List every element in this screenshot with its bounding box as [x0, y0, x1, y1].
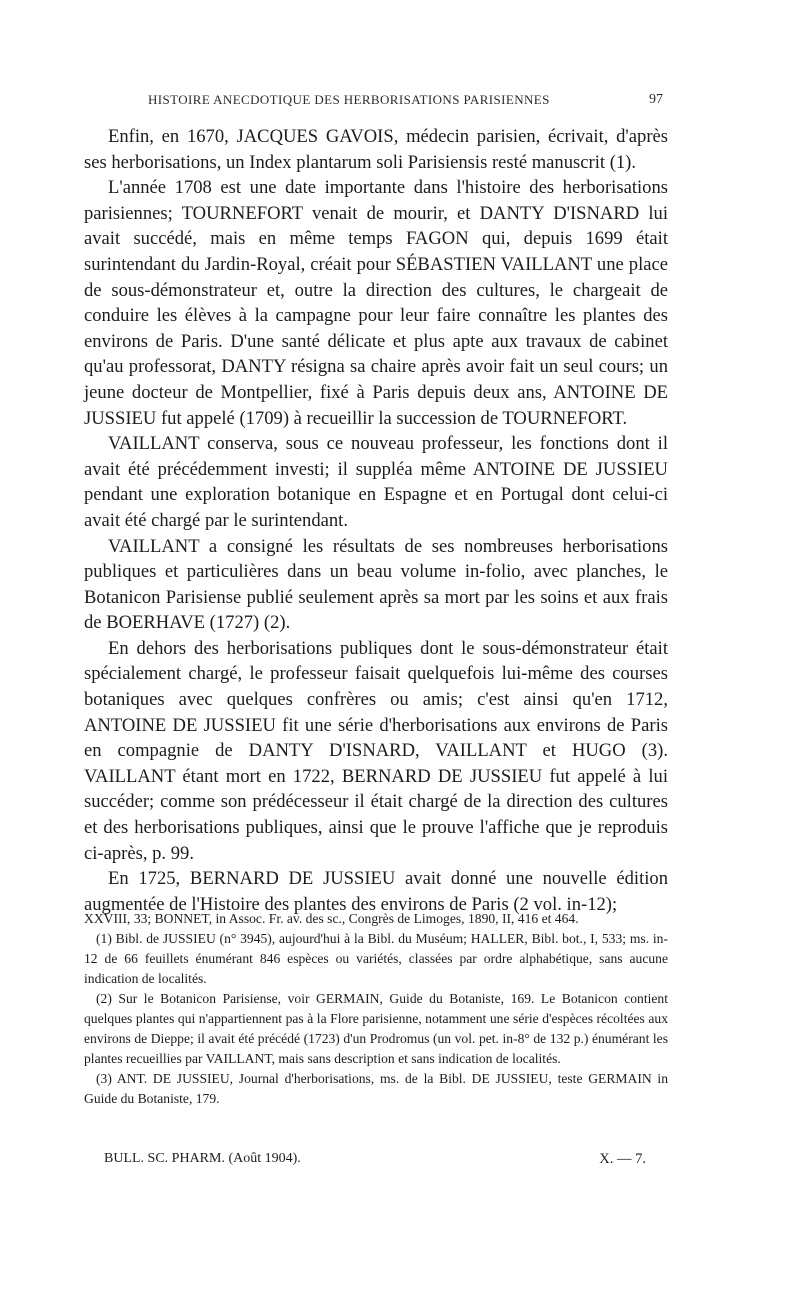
- journal-footer: BULL. SC. PHARM. (Août 1904).: [104, 1151, 301, 1166]
- footnote: (2) Sur le Botanicon Parisiense, voir GERMAIN, Guide du Botaniste, 169. Le Botanicon contient quelques plantes qui n'appartiennent pas à la Flore parisienne, notamment une série d'espèces récoltées aux environs de Dieppe; il avait été précédé (1723) d'un Prodromus (un vol. pet. in-8° de 132 p.) énumérant les plantes recueillies par VAILLANT, mais sans description et sans indication de localités.: [84, 991, 668, 1066]
- paragraph: VAILLANT a consigné les résultats de ses nombreuses herborisations publiques et particulières dans un beau volume in-folio, avec planches, le Botanicon Parisiense publié seulement après sa mort par les soins et aux frais de BOERHAVE (1727) (2).: [84, 535, 668, 634]
- paragraph: L'année 1708 est une date importante dans l'histoire des herborisations parisiennes; TOURNEFORT venait de mourir, et DANTY D'ISNARD lui avait succédé, mais en même temps FAGON qui, depuis 1699 était surintendant du Jardin-Royal, créait pour SÉBASTIEN VAILLANT une place de sous-démonstrateur et, outre la direction des cultures, le chargeait de conduire les élèves à la campagne pour leur faire connaître les plantes des environs de Paris. D'une santé délicate et plus apte aux travaux de cabinet qu'au professorat, DANTY résigna sa chaire après avoir fait un seul cours; un jeune docteur de Montpellier, fixé à Paris depuis deux ans, ANTOINE DE JUSSIEU fut appelé (1709) à recueillir la succession de TOURNEFORT.: [84, 177, 668, 429]
- page-number: 97: [649, 92, 663, 107]
- footnotes: [84, 909, 668, 1109]
- signature-mark: X. — 7.: [599, 1151, 646, 1167]
- footnote: (3) ANT. DE JUSSIEU, Journal d'herborisations, ms. de la Bibl. DE JUSSIEU, teste GERMAIN in Guide du Botaniste, 179.: [84, 1071, 668, 1106]
- paragraph: En dehors des herborisations publiques dont le sous-démonstrateur était spécialement chargé, le professeur faisait quelquefois lui-même des courses botaniques avec quelques confrères ou amis; c'est ainsi qu'en 1712, ANTOINE DE JUSSIEU fit une série d'herborisations aux environs de Paris en compagnie de DANTY D'ISNARD, VAILLANT et HUGO (3). VAILLANT étant mort en 1722, BERNARD DE JUSSIEU fut appelé à lui succéder; comme son prédécesseur il était chargé de la direction des cultures et des herborisations publiques, ainsi que le prouve l'affiche que je reproduis ci-après, p. 99.: [84, 637, 668, 864]
- running-head: HISTOIRE ANECDOTIQUE DES HERBORISATIONS PARISIENNES: [148, 92, 550, 107]
- main-text: [84, 124, 668, 917]
- paragraph: En 1725, BERNARD DE JUSSIEU avait donné une nouvelle édition augmentée de l'Histoire des plantes des environs de Paris (2 vol. in-12);: [84, 868, 668, 915]
- footnote-continuation: XXVIII, 33; BONNET, in Assoc. Fr. av. des sc., Congrès de Limoges, 1890, II, 416 et 464.: [84, 911, 579, 926]
- paragraph: Enfin, en 1670, JACQUES GAVOIS, médecin parisien, écrivait, d'après ses herborisations, un Index plantarum soli Parisiensis resté manuscrit (1).: [84, 126, 668, 173]
- paragraph: VAILLANT conserva, sous ce nouveau professeur, les fonctions dont il avait été précédemment investi; il suppléa même ANTOINE DE JUSSIEU pendant une exploration botanique en Espagne et en Portugal dont celui-ci avait été chargé par le surintendant.: [84, 433, 668, 531]
- footnote: (1) Bibl. de JUSSIEU (n° 3945), aujourd'hui à la Bibl. du Muséum; HALLER, Bibl. bot., I, 533; ms. in-12 de 66 feuillets énumérant 846 espèces ou variétés, classées par ordre alphabétique, sans aucune indication de localités.: [84, 931, 668, 986]
